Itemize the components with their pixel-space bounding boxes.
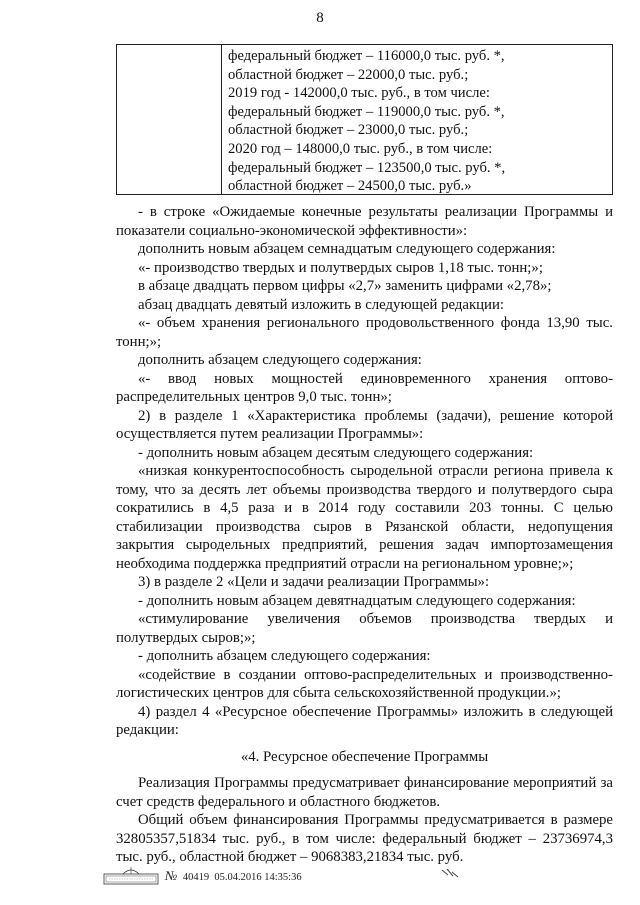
document-id: 40419 <box>182 872 210 883</box>
paragraph: «- объем хранения регионального продовольственного фонда 13,90 тыс. тонн;»; <box>116 315 613 350</box>
paragraph: «содействие в создании оптово-распределительных и производственно-логистических центров для сбыта сельскохозяйственной продукции.»; <box>116 666 613 701</box>
paragraph: «- производство твердых и полутвердых сыров 1,18 тыс. тонн;»; <box>138 259 543 276</box>
paragraph: «- ввод новых мощностей единовременного хранения оптово-распределительных центров 9,0 тыс. тонн»; <box>116 370 613 405</box>
paragraph: Реализация Программы предусматривает финансирование мероприятий за счет средств федерального и областного бюджетов. <box>116 775 613 810</box>
paragraph: 3) в разделе 2 «Цели и задачи реализации Программы»: <box>138 574 490 590</box>
paragraph: «низкая конкурентоспособность сыродельной отрасли региона привела к тому, что за десять лет объемы производства твердого и полутвердого сыра сократились в 4,5 раза и в 2014 году составили 203 тонны. С целью стабилизации производства сыров в Рязанской области, недопущения закрытия сыродельных предприятий, решения задач импортозамещения необходима поддержка предприятий отрасли на региональном уровне;»; <box>116 463 613 572</box>
paragraph: - дополнить новым абзацем девятнадцатым следующего содержания: <box>138 592 576 609</box>
number-sign: № <box>165 868 178 883</box>
table-line: областной бюджет – 24500,0 тыс. руб.» <box>228 178 472 195</box>
paragraph: Общий объем финансирования Программы предусматривается в размере 32805357,51834 тыс. руб., в том числе: федеральный бюджет – 23736974,3 тыс. руб., областной бюджет – 9068383,21834 тыс. руб. <box>116 812 613 865</box>
section-heading: «4. Ресурсное обеспечение Программы <box>240 748 489 765</box>
document-footer <box>103 865 302 887</box>
paragraph: 4) раздел 4 «Ресурсное обеспечение Программы» изложить в следующей редакции: <box>116 703 613 738</box>
registration-datetime: 05.04.2016 14:35:36 <box>214 872 302 883</box>
registry-stamp-icon <box>103 865 159 887</box>
paragraph: «стимулирование увеличения объемов производства твердых и полутвердых сыров;»; <box>116 611 613 646</box>
table-line: федеральный бюджет – 116000,0 тыс. руб. *, <box>228 48 505 64</box>
table-line: федеральный бюджет – 119000,0 тыс. руб. *, <box>228 103 505 120</box>
document-body <box>116 203 613 867</box>
funding-table <box>116 44 613 195</box>
table-line: федеральный бюджет – 123500,0 тыс. руб. *, <box>228 159 506 176</box>
table-line: 2019 год - 142000,0 тыс. руб., в том числе: <box>228 85 490 102</box>
table-line: 2020 год – 148000,0 тыс. руб., в том числе: <box>228 140 493 157</box>
paragraph: дополнить абзацем следующего содержания: <box>138 352 422 368</box>
scan-mark-icon <box>440 866 460 880</box>
registration-mark <box>165 868 302 884</box>
paragraph: - в строке «Ожидаемые конечные результаты реализации Программы и показатели социально-экономической эффективности»: <box>116 204 613 239</box>
paragraph: в абзаце двадцать первом цифры «2,7» заменить цифрами «2,78»; <box>138 278 552 294</box>
paragraph: - дополнить новым абзацем десятым следующего содержания: <box>138 444 534 461</box>
paragraph: - дополнить абзацем следующего содержания: <box>138 648 431 664</box>
table-label-cell <box>117 45 222 194</box>
paragraph: абзац двадцать девятый изложить в следующей редакции: <box>138 296 505 313</box>
table-value-cell <box>222 45 612 194</box>
table-line: областной бюджет – 22000,0 тыс. руб.; <box>228 66 469 83</box>
paragraph: 2) в разделе 1 «Характеристика проблемы (задачи), решение которой осуществляется путем реализации Программы»: <box>116 407 613 442</box>
page-number: 8 <box>316 10 324 26</box>
table-line: областной бюджет – 23000,0 тыс. руб.; <box>228 122 469 139</box>
paragraph: дополнить новым абзацем семнадцатым следующего содержания: <box>138 241 556 257</box>
